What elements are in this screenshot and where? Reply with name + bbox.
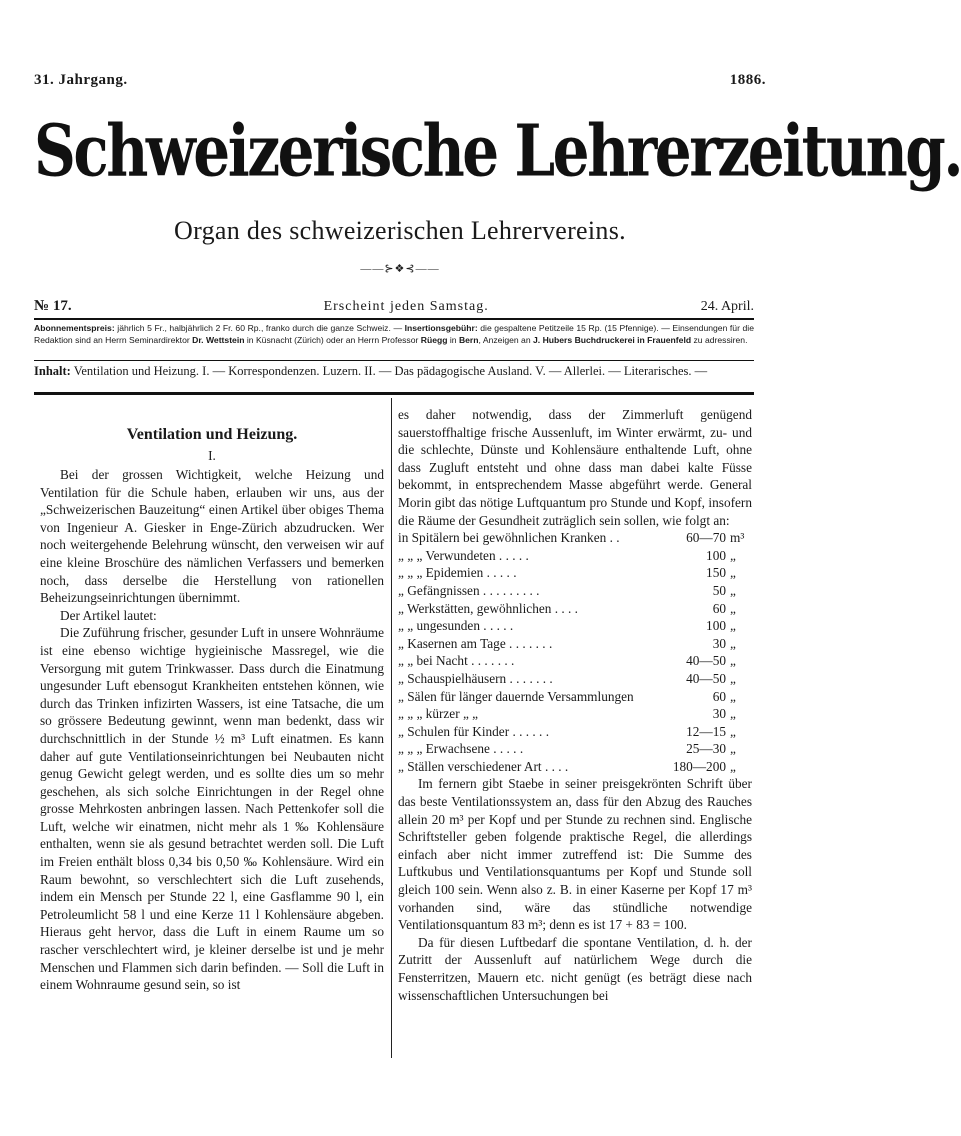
table-row xyxy=(398,652,752,670)
row-label: „ „ „ Epidemien . . . . . xyxy=(398,565,517,581)
article-title: Ventilation und Heizung. xyxy=(126,426,298,443)
year-label: 1886. xyxy=(729,72,766,88)
masthead-title: Schweizerische Lehrerzeitung. xyxy=(34,109,961,193)
rule-middle xyxy=(34,360,754,361)
rule-top xyxy=(34,318,754,320)
city-name: Bern xyxy=(458,334,479,345)
table-row xyxy=(398,617,752,635)
row-value: 100 xyxy=(706,618,726,634)
table-row xyxy=(398,564,752,582)
row-label: „ Schulen für Kinder . . . . . . xyxy=(398,723,550,739)
row-label: „ „ bei Nacht . . . . . . . xyxy=(398,653,515,669)
table-row xyxy=(398,547,752,565)
table-row xyxy=(398,740,752,758)
subscription-text-3: in Küsnacht (Zürich) oder an Herrn Professor xyxy=(244,334,421,345)
subscription-text-2: die gespaltene Petitzeile 15 Rp. (15 Pfennige). — Einsendungen für die Redaktion sind an Herrn Seminardirektor xyxy=(34,323,754,345)
paragraph: Der Artikel lautet: xyxy=(60,607,157,623)
volume-label: 31. Jahrgang. xyxy=(34,72,128,88)
table-row xyxy=(398,758,752,776)
row-unit: „ xyxy=(730,723,736,739)
row-unit: „ xyxy=(730,582,736,598)
row-unit: „ xyxy=(730,618,736,634)
article-part: I. xyxy=(208,448,216,463)
row-unit: „ xyxy=(730,758,736,774)
subscription-text-5: , Anzeigen an xyxy=(478,334,534,345)
row-label: „ „ „ Erwachsene . . . . . xyxy=(398,741,524,757)
row-label: „ „ „ kürzer „ „ xyxy=(398,706,479,722)
row-unit: m³ xyxy=(730,530,745,546)
row-label: „ Gefängnissen . . . . . . . . . xyxy=(398,582,540,598)
row-unit: „ xyxy=(730,706,736,722)
paragraph: Bei der grossen Wichtigkeit, welche Heizung und Ventilation für die Schule haben, erlauben wir uns, aus der „Schweizerischen Bauzeitung“ einen Artikel über obiges Thema von Ingenieur A. Giesker in Enge-Zürich abzudrucken. Wer noch weitergehende Belehrung wünscht, den verweisen wir auf eine kleine Broschüre des nämlichen Verfassers und bemerken noch, dass derselbe die Herstellung von rationellen Beheizungseinrichtungen übernimmt. xyxy=(40,467,384,606)
subscription-info xyxy=(34,323,754,346)
row-unit: „ xyxy=(730,547,736,563)
table-row xyxy=(398,723,752,741)
subscription-text-1: jährlich 5 Fr., halbjährlich 2 Fr. 60 Rp., franko durch die ganze Schweiz. — xyxy=(114,323,405,333)
table-of-contents xyxy=(34,364,754,378)
row-label: „ Kasernen am Tage . . . . . . . xyxy=(398,635,553,651)
row-unit: „ xyxy=(730,653,736,669)
row-label: „ Ställen verschiedener Art . . . . xyxy=(398,758,569,774)
row-value: 30 xyxy=(712,706,726,722)
row-unit: „ xyxy=(730,741,736,757)
paragraph: es daher notwendig, dass der Zimmerluft genügend sauerstoffhaltige frische Aussenluft, im Winter erwärmt, zu- und die schlechte, Dünste und Kohlensäure enthaltende Luft, ohne dass Zugluft entsteht und ohne dass man dabei kalte Füsse bekommt, in entsprechendem Masse abgeführt werde. General Morin gibt das nötige Luftquantum pro Stunde und Kopf, insofern die Räume der Gesundheit zuträglich sein sollen, wie folgt an: xyxy=(398,407,752,528)
row-label: „ Sälen für länger dauernde Versammlungen xyxy=(398,688,634,704)
editor-name: Dr. Wettstein xyxy=(192,334,245,345)
row-value: 40—50 xyxy=(686,653,726,669)
table-row xyxy=(398,582,752,600)
row-label: „ „ „ Verwundeten . . . . . xyxy=(398,547,529,563)
row-unit: „ xyxy=(730,670,736,686)
frequency-label: Erscheint jeden Samstag. xyxy=(323,299,489,314)
header-line xyxy=(34,72,766,89)
subscription-text-6: zu adressiren. xyxy=(691,334,748,345)
row-value: 50 xyxy=(712,582,726,598)
issue-date: 24. April. xyxy=(700,299,754,314)
ornament-divider: ——⊱❖⊰—— xyxy=(360,263,440,275)
row-label: „ „ ungesunden . . . . . xyxy=(398,618,514,634)
issue-number: № 17. xyxy=(34,298,72,314)
row-unit: „ xyxy=(730,600,736,616)
row-label: in Spitälern bei gewöhnlichen Kranken . . xyxy=(398,530,620,546)
rule-bottom xyxy=(34,392,754,395)
row-value: 60 xyxy=(712,688,726,704)
row-label: „ Schauspielhäusern . . . . . . . xyxy=(398,670,553,686)
row-value: 60 xyxy=(712,600,726,616)
air-quantity-table xyxy=(398,529,752,775)
contents-label: Inhalt: xyxy=(34,364,71,378)
row-value: 100 xyxy=(706,547,726,563)
row-value: 12—15 xyxy=(686,723,726,739)
row-unit: „ xyxy=(730,635,736,651)
professor-name: Rüegg xyxy=(420,334,448,345)
row-value: 25—30 xyxy=(686,741,726,757)
paragraph: Da für diesen Luftbedarf die spontane Ventilation, d. h. der Zutritt der Aussenluft auf natürlichem Wege durch die Fensterritzen, Mauern etc. nicht genügt (es beträgt diese nach wissenschaftlichen Untersuchungen bei xyxy=(398,934,752,1003)
row-unit: „ xyxy=(730,688,736,704)
row-unit: „ xyxy=(730,565,736,581)
column-divider xyxy=(391,398,392,1058)
subscription-label: Abonnementspreis: xyxy=(34,323,115,333)
table-row xyxy=(398,670,752,688)
column-right xyxy=(398,406,752,1004)
paragraph: Im fernern gibt Staebe in seiner preisgekrönten Schrift über das beste Ventilationssystem an, dass für den Abzug des Rauches allein 20 m³ per Kopf und per Stunde zu rechnen sind. Englische Schriftsteller geben folgende praktische Regel, die allerdings einfach aber nicht immer zutreffend ist: Die Summe des Luftkubus und Ventilationsquantums per Kopf und Stunde soll gleich 100 sein. Wenn also z. B. in einer Kaserne per Kopf 17 m³ vorhanden sind, wäre das stündliche notwendige Ventilationsquantum 83 m³; denn es ist 17 + 83 = 100. xyxy=(398,776,752,933)
table-row xyxy=(398,635,752,653)
subscription-text-4: in xyxy=(447,334,459,345)
row-value: 150 xyxy=(706,565,726,581)
issue-line xyxy=(34,298,754,315)
table-row xyxy=(398,688,752,706)
paragraph: Die Zuführung frischer, gesunder Luft in unsere Wohnräume ist eine ebenso wichtige hygieinische Massregel, wie die Versorgung mit gutem Trinkwasser. Dass durch die Einatmung ungesunder Luft ebensogut Krankheiten entstehen können, wie durch das Trinken infizirten Wassers, ist eine Tatsache, die um so grössere Bedeutung gewinnt, wenn man bedenkt, dass wir durchschnittlich in der Stunde ½ m³ Luft einatmen. Es kann daher auf gute Ventilationseinrichtungen bei Neubauten nicht genug Gewicht gelegt werden, und es sollte dies um so mehr geschehen, als sich solche Einrichtungen in der Regel ohne grosse Mehrkosten anbringen lassen. Nach Pettenkofer soll die Luft, welche wir einatmen, nicht mehr als 1 ‰ Kohlensäure enthalten, wenn sie als gesund betrachtet werden soll. Die Luft im Freien enthält bloss 0,34 bis 0,50 ‰ Kohlensäure. Wird ein Raum bewohnt, so verschlechtert sich die Luft zusehends, indem ein Mensch per Stunde 22 l, eine Gasflamme 90 l, ein Petroleumlicht 58 l und eine Kerze 11 l Kohlensäure abgeben. Hieraus geht hervor, dass die Luft in einem Raume um so rascher verschlechtert wird, je kleiner derselbe ist und je mehr Menschen und Flammen sich darin befinden. — Soll die Luft in einem Wohnraume gesund sein, so ist xyxy=(40,625,384,993)
column-left xyxy=(40,406,384,994)
contents-text: Ventilation und Heizung. I. — Korrespondenzen. Luzern. II. — Das pädagogische Ausland. V. — Allerlei. — Literarisches. — xyxy=(70,364,708,378)
table-row xyxy=(398,600,752,618)
table-row xyxy=(398,529,752,547)
row-value: 60—70 xyxy=(686,530,726,546)
table-row xyxy=(398,705,752,723)
masthead-subtitle: Organ des schweizerischen Lehrervereins. xyxy=(174,216,626,245)
row-value: 30 xyxy=(712,635,726,651)
row-label: „ Werkstätten, gewöhnlichen . . . . xyxy=(398,600,578,616)
printer-name: J. Hubers Buchdruckerei in Frauenfeld xyxy=(533,334,692,345)
insertion-label: Insertionsgebühr: xyxy=(404,323,478,333)
row-value: 180—200 xyxy=(672,758,726,774)
row-value: 40—50 xyxy=(686,670,726,686)
